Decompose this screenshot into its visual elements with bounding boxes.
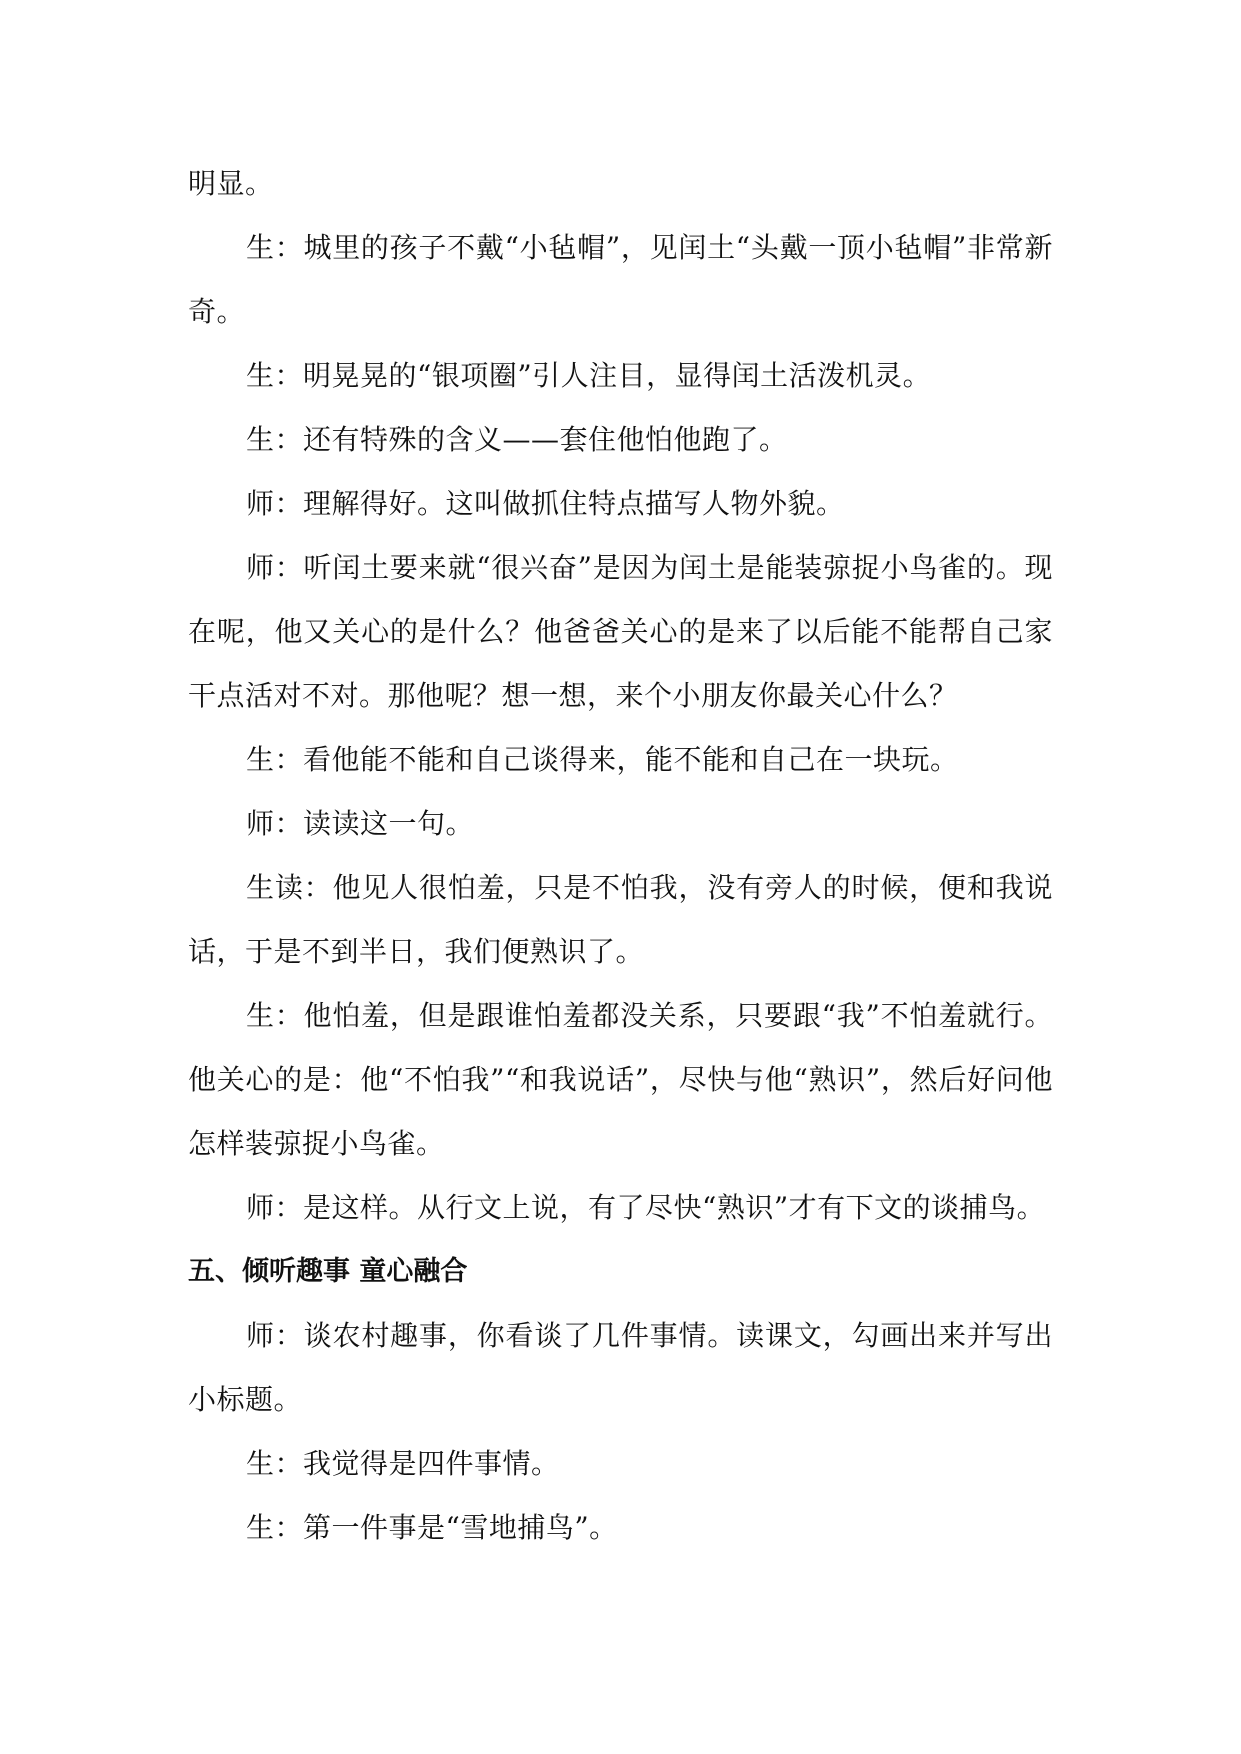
paragraph: 师：读读这一句。	[246, 807, 475, 840]
paragraph: 生：我觉得是四件事情。	[246, 1447, 560, 1480]
paragraph: 生：看他能不能和自己谈得来，能不能和自己在一块玩。	[246, 743, 959, 776]
paragraph: 生：明晃晃的“银项圈”引人注目，显得闰土活泼机灵。	[246, 359, 932, 392]
paragraph: 生：他怕羞，但是跟谁怕羞都没关系，只要跟“我”不怕羞就行。他关心的是：他“不怕我”“和我说话”，尽快与他“熟识”，然后好问他怎样装弶捉小鸟雀。	[188, 999, 1053, 1160]
paragraph: 师：理解得好。这叫做抓住特点描写人物外貌。	[246, 487, 845, 520]
paragraph: 师：是这样。从行文上说，有了尽快“熟识”才有下文的谈捕鸟。	[246, 1191, 1046, 1224]
document-body	[188, 152, 1053, 1560]
paragraph: 生：城里的孩子不戴“小毡帽”，见闰土“头戴一顶小毡帽”非常新奇。	[188, 231, 1053, 328]
section-heading: 五、倾听趣事 童心融合	[188, 1256, 468, 1287]
paragraph: 生：还有特殊的含义——套住他怕他跑了。	[246, 423, 788, 456]
paragraph: 师：听闰土要来就“很兴奋”是因为闰土是能装弶捉小鸟雀的。现在呢，他又关心的是什么？他爸爸关心的是来了以后能不能帮自己家干点活对不对。那他呢？想一想，来个小朋友你最关心什么？	[188, 551, 1053, 712]
paragraph: 生读：他见人很怕羞，只是不怕我，没有旁人的时候，便和我说话，于是不到半日，我们便熟识了。	[188, 871, 1053, 968]
paragraph: 明显。	[188, 167, 274, 200]
paragraph: 生：第一件事是“雪地捕鸟”。	[246, 1511, 618, 1544]
paragraph: 师：谈农村趣事，你看谈了几件事情。读课文，勾画出来并写出小标题。	[188, 1319, 1053, 1416]
